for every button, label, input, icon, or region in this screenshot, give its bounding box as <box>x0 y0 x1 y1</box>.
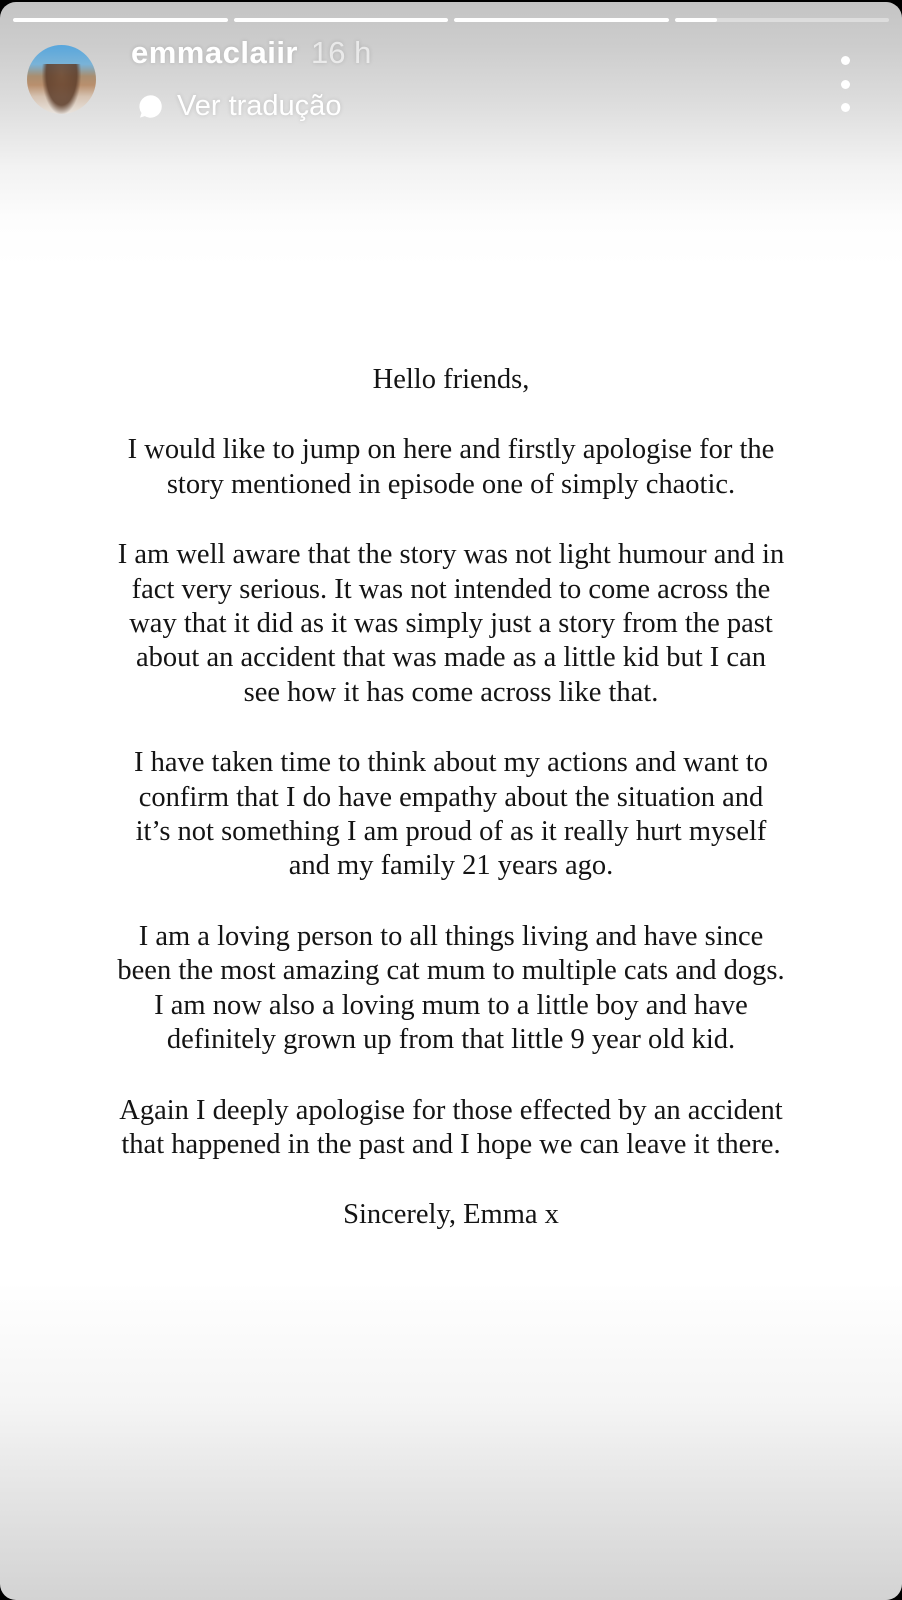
letter-line: that happened in the past and I hope we can leave it there. <box>121 1128 781 1160</box>
letter-line: about an accident that was made as a little kid but I can <box>136 642 766 674</box>
progress-segment <box>234 18 449 22</box>
story-card[interactable] <box>0 2 902 1600</box>
letter-line: I am well aware that the story was not light humour and in <box>117 539 785 571</box>
three-dots-vertical-icon <box>841 80 850 89</box>
story-progress-bar <box>13 18 889 22</box>
more-options-button[interactable] <box>833 54 857 114</box>
progress-fill <box>234 18 449 22</box>
letter-line: it’s not something I am proud of as it really hurt myself <box>135 816 767 848</box>
letter-line: I am a loving person to all things living and have since <box>138 920 764 952</box>
story-header <box>131 35 371 71</box>
avatar[interactable] <box>27 45 96 114</box>
three-dots-vertical-icon <box>841 103 850 112</box>
story-timestamp: 16 h <box>311 35 372 70</box>
letter-paragraph <box>40 1094 862 1163</box>
progress-fill <box>13 18 228 22</box>
progress-segment <box>13 18 228 22</box>
progress-segment <box>675 18 890 22</box>
progress-fill <box>454 18 669 22</box>
letter-line: been the most amazing cat mum to multiple cats and dogs. <box>117 955 785 987</box>
avatar-photo-detail <box>42 64 81 114</box>
letter-line: Hello friends, <box>372 364 530 395</box>
letter-line: and my family 21 years ago. <box>288 850 614 882</box>
letter-line: I have taken time to think about my actions and want to <box>134 747 768 779</box>
letter-line: story mentioned in episode one of simply chaotic. <box>166 468 736 500</box>
username[interactable]: emmaclaiir <box>131 35 298 70</box>
see-translation-button[interactable] <box>137 90 341 123</box>
letter-line: confirm that I do have empathy about the situation and <box>138 781 764 813</box>
letter-paragraph <box>40 538 862 710</box>
letter-line: Again I deeply apologise for those effected by an accident <box>119 1094 783 1126</box>
letter-paragraph <box>40 433 862 502</box>
progress-fill <box>675 18 718 22</box>
letter-line: see how it has come across like that. <box>243 676 659 708</box>
letter-line: I would like to jump on here and firstly apologise for the <box>127 434 775 466</box>
letter-line: fact very serious. It was not intended to come across the <box>131 573 771 605</box>
story-letter-text <box>40 363 862 1233</box>
letter-line: definitely grown up from that little 9 year old kid. <box>166 1024 736 1056</box>
speech-bubble-icon <box>137 93 164 120</box>
letter-paragraph <box>40 920 862 1058</box>
letter-line: I am now also a loving mum to a little boy and have <box>154 989 748 1021</box>
letter-signature: Sincerely, Emma x <box>343 1199 559 1231</box>
letter-paragraph <box>40 746 862 884</box>
progress-segment <box>454 18 669 22</box>
letter-line: way that it did as it was simply just a story from the past <box>129 608 773 640</box>
see-translation-label: Ver tradução <box>177 90 342 122</box>
letter-paragraph <box>40 1198 862 1232</box>
three-dots-vertical-icon <box>841 56 850 65</box>
letter-paragraph <box>40 363 862 397</box>
